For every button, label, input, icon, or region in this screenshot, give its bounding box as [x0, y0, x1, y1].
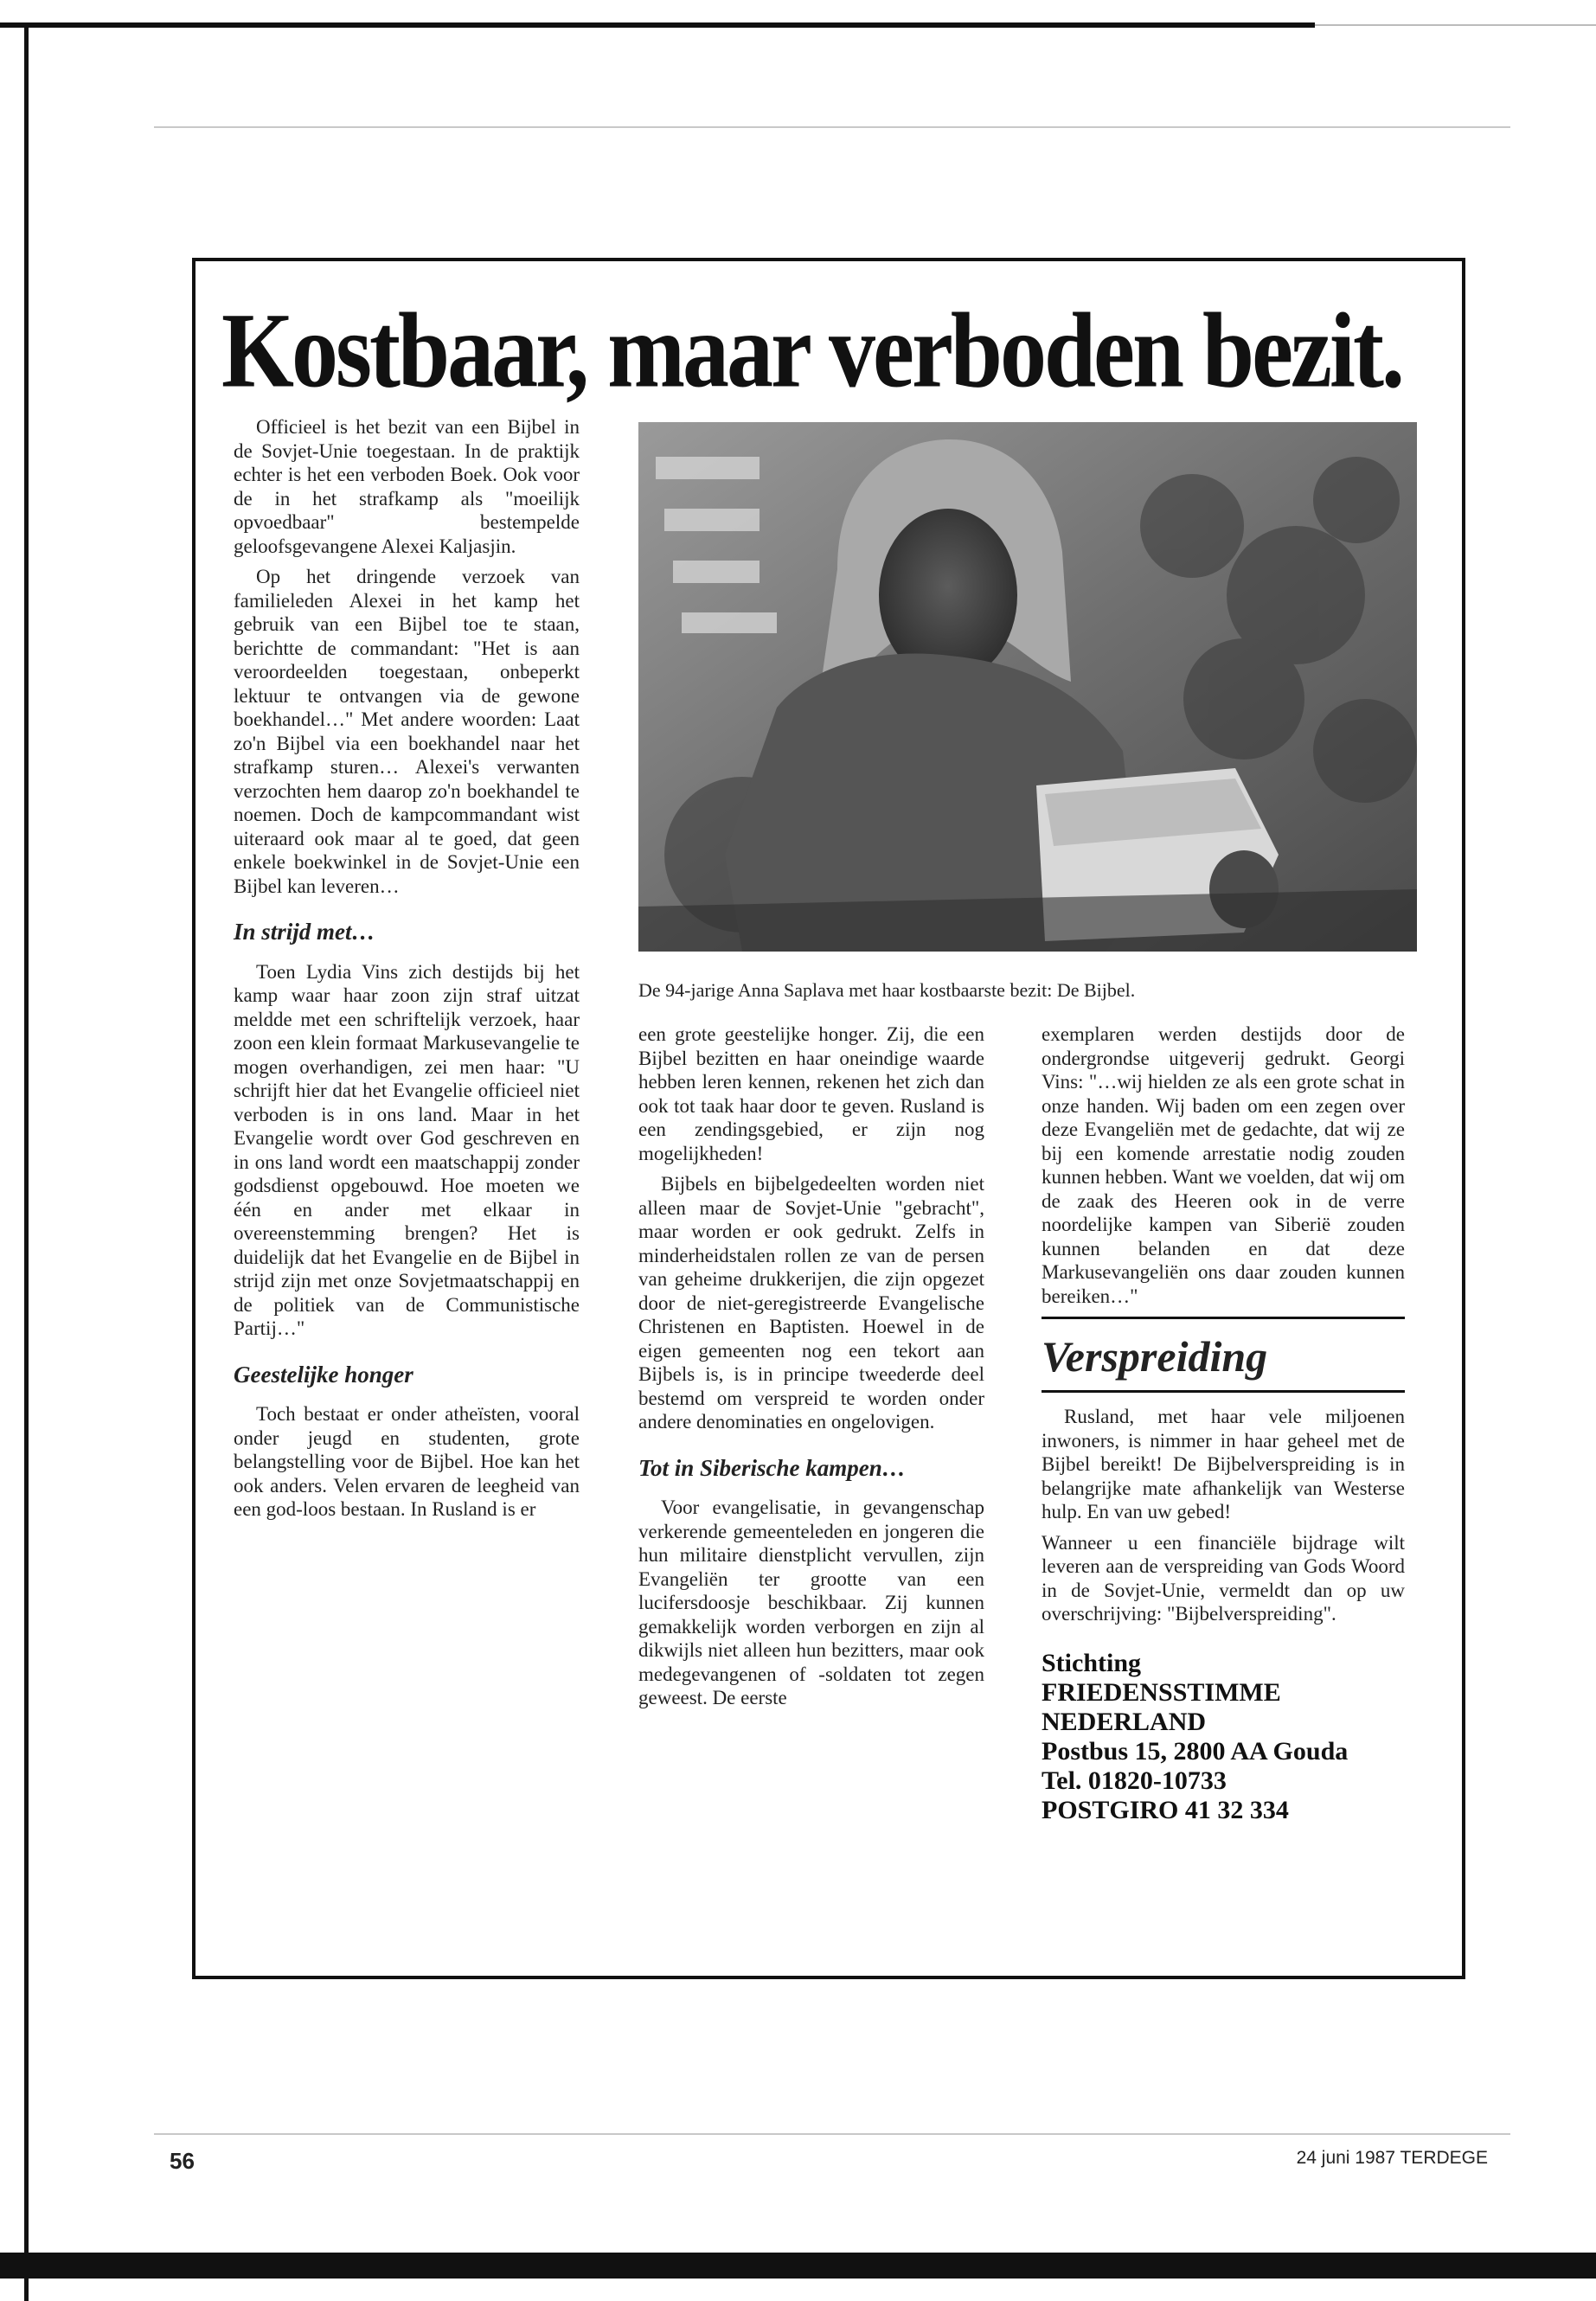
column-1 [234, 415, 580, 1529]
page-number: 56 [170, 2148, 195, 2174]
address-line: Stichting [1042, 1648, 1142, 1677]
col2-paragraph-3: Voor evangelisatie, in gevangenschap verkerende gemeenteleden en jongeren die hun militaire dienstplicht vervullen, zijn Evangeliën ter grootte van een lucifersdoosje beschikbaar. Zij kunnen gemakkelijk worden verborgen en zijn al dikwijls niet alleen hun bezitters, maar ook medegevangenen of -soldaten tot zegen geweest. De eerste [638, 1497, 984, 1708]
column-3 [1042, 1022, 1405, 1825]
advertisement-box [192, 258, 1465, 1979]
col3-paragraph-1: exemplaren werden destijds door de ondergrondse uitgeverij gedrukt. Georgi Vins: "…wij hielden ze als een grote schat in onze handen. Wij baden om een zegen over deze Evangeliën met de gedachte, dat wij ze bij een komende arrestatie nodig zouden kunnen hebben. Want we voelden, dat wij om de zaak des Heeren ook in de verre noordelijke kampen van Siberië zouden kunnen belanden en dat deze Markusevangeliën ons daar zouden kunnen bereiken…" [1042, 1023, 1405, 1307]
header-rule [154, 126, 1510, 128]
col3-paragraph-3: Wanneer u een financiële bijdrage wilt leveren aan de verspreiding van Gods Woord in de Sovjet-Unie, vermeldt dan op uw overschrijving: "Bijbelverspreiding". [1042, 1531, 1405, 1625]
col1-paragraph-4: Toch bestaat er onder atheïsten, vooral onder jeugd en studenten, grote belangstelling voor de Bijbel. Hoe kan het ook anders. Velen ervaren de leegheid van een god-loos bestaan. In Rusland is er [234, 1403, 580, 1520]
section-rule-bottom [1042, 1390, 1405, 1393]
scan-edge-top [0, 22, 1315, 28]
subheading-in-strijd-met: In strijd met… [234, 919, 375, 945]
subheading-siberische-kampen: Tot in Siberische kampen… [638, 1454, 906, 1481]
section-rule-top [1042, 1317, 1405, 1319]
col1-paragraph-2: Op het dringende verzoek van familieleden Alexei in het kamp het gebruik van een Bijbel toe te staan, berichtte de commandant: "Het is aan veroordeelden toegestaan, onbeperkt lektuur te ontvangen via de gewone boekhandel…" Met andere woorden: Laat zo'n Bijbel via een boekhandel naar het strafkamp sturen… Alexei's verwanten verzochten hem daarop zo'n boekhandel te noemen. Doch de kampcommandant wist uiteraard ook maar al te goed, dat geen enkele boekwinkel in de Sovjet-Unie een Bijbel kan leveren… [234, 566, 580, 897]
contact-address [1042, 1649, 1405, 1825]
address-line: Postbus 15, 2800 AA Gouda [1042, 1736, 1349, 1766]
subheading-geestelijke-honger: Geestelijke honger [234, 1361, 413, 1388]
address-line: POSTGIRO 41 32 334 [1042, 1795, 1289, 1824]
col2-paragraph-2: Bijbels en bijbelgedeelten worden niet alleen maar de Sovjet-Unie "gebracht", maar worden er ook gedrukt. Zelfs in minderheidstalen rollen ze van de persen van geheime drukkerijen, die zijn opgezet door de niet-geregistreerde Evangelische Christenen en Baptisten. Hoewel in de eigen gemeenten nog een tekort aan Bijbels is, is in principe tweederde deel bestemd om verspreid te worden onder andere denominaties en ongelovigen. [638, 1173, 984, 1433]
photo-woman-with-bible [638, 422, 1417, 952]
headline: Kostbaar, maar verboden bezit. [221, 292, 1402, 411]
column-2 [638, 1022, 984, 1717]
col3-paragraph-2: Rusland, met haar vele miljoenen inwoners, is nimmer in haar geheel met de Bijbel bereikt! De Bijbelverspreiding is in belangrijke mate afhankelijk van Westerse hulp. En van uw gebed! [1042, 1406, 1405, 1522]
address-line: Tel. 01820-10733 [1042, 1766, 1227, 1795]
col2-paragraph-1: een grote geestelijke honger. Zij, die een Bijbel bezitten en haar oneindige waarde hebben leren kennen, rekenen het zich dan ook tot taak haar door te geven. Rusland is een zendingsgebied, er zijn nog mogelijkheden! [638, 1023, 984, 1164]
address-line: NEDERLAND [1042, 1707, 1207, 1736]
address-line: FRIEDENSSTIMME [1042, 1677, 1281, 1707]
col1-paragraph-3: Toen Lydia Vins zich destijds bij het kamp waar haar zoon zijn straf uitzat meldde met een schriftelijk verzoek, haar zoon een klein formaat Markusevangelie te mogen overhandigen, zei men haar: "U schrijft hier dat het Evangelie officieel niet verboden is in ons land. Maar in het Evangelie wordt over God geschreven en in ons land wordt een maatschappij zonder godsdienst opgebouwd. Hoe moeten we één en ander met elkaar in overeenstemming brengen? Het is duidelijk dat het Evangelie en de Bijbel in strijd zijn met onze Sovjetmaatschappij en de politiek van de Communistische Partij…" [234, 960, 580, 1339]
scan-edge-top-fade [1315, 24, 1596, 26]
photo-caption: De 94-jarige Anna Saplava met haar kostbaarste bezit: De Bijbel. [638, 979, 1136, 1001]
footer-rule [154, 2133, 1510, 2135]
issue-date: 24 juni 1987 TERDEGE [1296, 2148, 1488, 2168]
heading-verspreiding: Verspreiding [1042, 1332, 1268, 1381]
scan-edge-left [24, 22, 29, 2301]
scan-edge-bottom [0, 2253, 1596, 2279]
col1-paragraph-1: Officieel is het bezit van een Bijbel in de Sovjet-Unie toegestaan. In de praktijk echter is het een verboden Boek. Ook voor de in het strafkamp als "moeilijk opvoedbaar" bestempelde geloofsgevangene Alexei Kaljasjin. [234, 416, 580, 557]
